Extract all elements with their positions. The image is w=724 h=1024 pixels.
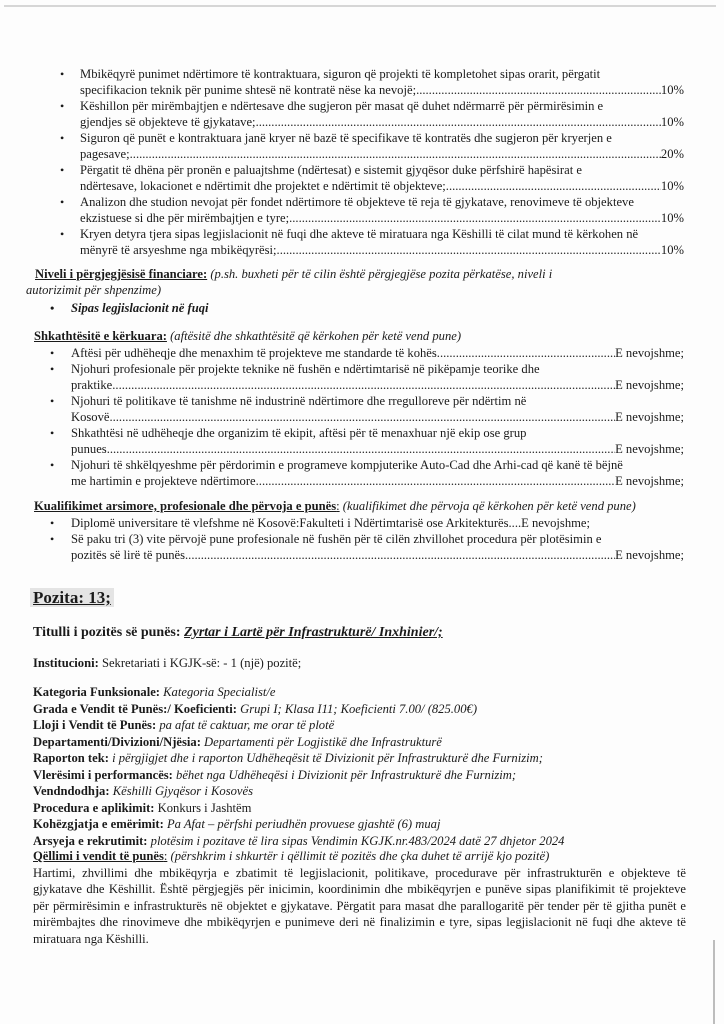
dot-leader [256, 114, 661, 130]
qualifications-colon: : [336, 499, 340, 513]
qualifications-heading-line [0, 498, 724, 514]
position-title: Pozita: 13; [30, 588, 114, 607]
item-leader-row [80, 82, 684, 98]
fields-list [0, 684, 724, 849]
item-leader-row [80, 178, 684, 194]
item-leader-row [71, 547, 684, 563]
dot-leader [112, 377, 615, 393]
item-text-end: pagesave; [80, 147, 130, 161]
purpose-heading: Qëllimi i vendit të punës [33, 849, 164, 863]
field-value: i përgjigjet dhe i raporton Udhëheqësit të Divizionit për Infrastrukturë dhe Furnizim; [112, 751, 543, 765]
list-item [0, 162, 724, 194]
position-field [0, 816, 724, 833]
list-item [0, 531, 724, 563]
item-text-end: punues [71, 442, 107, 456]
item-leader-row [80, 210, 684, 226]
field-value: Kategoria Specialist/e [163, 685, 276, 699]
dot-leader [130, 146, 661, 162]
institution-label: Institucioni: [33, 656, 99, 670]
field-label: Arsyeja e rekrutimit: [33, 833, 148, 848]
item-value: 10% [660, 211, 684, 225]
qualifications-heading: Kualifikimet arsimore, profesionale dhe përvoja e punës [34, 499, 337, 513]
item-leader-row [80, 114, 684, 130]
position-field [0, 767, 724, 784]
item-leader-row [71, 377, 684, 393]
item-value: 10% [660, 115, 684, 129]
field-label: Grada e Vendit të Punës:/ Koeficienti: [33, 701, 237, 716]
item-text: • Përgatit të dhëna për pronën e paluajtshme (ndërtesat) e sistemit gjyqësor duke përfshirë hapësirat e [80, 163, 582, 177]
skills-section [0, 345, 724, 489]
item-leader-row [71, 345, 684, 361]
institution-line [0, 655, 724, 672]
position-field [0, 734, 724, 751]
field-value: pa afat të caktuar, me orar të plotë [159, 718, 335, 732]
item-text-end: pozitës së lirë të punës [71, 548, 186, 562]
position-fields [0, 684, 724, 849]
item-value: E nevojshme; [615, 410, 684, 424]
item-text: • Shkathtësi në udhëheqje dhe organizim të ekipit, aftësi për të menaxhuar një ekip ose grup [71, 426, 527, 440]
item-leader-row [71, 473, 684, 489]
skills-list [0, 345, 724, 489]
scan-edge-right [713, 940, 715, 1024]
position-field [0, 750, 724, 767]
field-value: Departamenti për Logjistikë dhe Infrastrukturë [204, 734, 442, 749]
purpose-section [0, 848, 724, 947]
item-leader-row [71, 441, 684, 457]
position-header [0, 590, 724, 607]
dot-leader [256, 473, 615, 489]
item-value: 10% [660, 243, 684, 257]
field-label: Lloji i Vendit të Punës: [33, 718, 157, 732]
field-value: Konkurs i Jashtëm [157, 800, 252, 815]
qualifications-section [0, 515, 724, 563]
field-label: Kategoria Funksionale: [33, 685, 160, 699]
field-label: Vendndodhja: [33, 784, 110, 798]
list-item [0, 393, 724, 425]
field-label: Procedura e aplikimit: [33, 800, 155, 815]
item-leader-row [80, 146, 684, 162]
position-field [0, 701, 724, 718]
qualifications-note: (kualifikimet dhe përvoja që kërkohen për ketë vend pune) [342, 499, 636, 513]
list-item [0, 515, 724, 531]
item-value: 10% [660, 179, 684, 193]
financial-note: (p.sh. buxheti për të cilin është përgjegjëse pozita përkatëse, niveli i [210, 267, 553, 281]
position-field [0, 684, 724, 701]
field-label: Vlerësimi i performancës: [33, 767, 173, 782]
job-title-value: Zyrtar i Lartë për Infrastrukturë/ Inxhinier/; [184, 625, 443, 640]
list-item [0, 98, 724, 130]
dot-leader [416, 82, 661, 98]
financial-item-section [0, 300, 724, 316]
item-text: • Këshillon për mirëmbajtjen e ndërtesave dhe sugjeron për masat që duhet ndërmarrë për përmirësimin e [80, 99, 604, 113]
item-value: 20% [660, 147, 684, 161]
item-value: E nevojshme; [615, 474, 684, 488]
item-leader-row [80, 242, 684, 258]
item-text: • Analizon dhe studion nevojat për fondet ndërtimore të objekteve të reja të gjykatave, renovimeve të objekteve [80, 195, 634, 209]
position-field [0, 717, 724, 734]
item-text-end: me hartimin e projekteve ndërtimore [71, 474, 256, 488]
item-text-end: gjendjes së objekteve të gjykatave; [80, 115, 256, 129]
item-leader-row [71, 409, 684, 425]
item-value: E nevojshme; [615, 346, 684, 360]
dot-leader [109, 409, 615, 425]
list-item [0, 345, 724, 361]
institution-value: Sekretariati i KGJK-së: - 1 (një) pozitë; [101, 656, 302, 670]
financial-section [0, 266, 695, 298]
list-item [0, 361, 724, 393]
item-value: 10% [660, 83, 684, 97]
item-text-end: • Aftësi për udhëheqje dhe menaxhim të projekteve me standarde të kohës [71, 346, 437, 360]
skills-note: (aftësitë dhe shkathtësitë që kërkohen për ketë vend pune) [170, 329, 462, 343]
position-field [0, 783, 724, 800]
duties-section [0, 66, 724, 258]
list-item [0, 425, 724, 457]
skills-heading: Shkathtësitë e kërkuara: [34, 329, 167, 343]
item-text: • Së paku tri (3) vite përvojë pune profesionale në fushën për të cilën zhvillohet procedura për plotësimin e [71, 532, 602, 546]
item-text-end: ndërtesave, lokacionet e ndërtimit dhe projektet e ndërtimit të objekteve; [80, 179, 446, 193]
item-text: • Siguron që punët e kontraktuara janë kryer në bazë të specifikave të kontratës dhe sugjeron për kryerjen e [80, 131, 612, 145]
field-label: Raporton tek: [33, 751, 109, 765]
financial-heading: Niveli i përgjegjësisë financiare: [35, 267, 208, 281]
item-value: E nevojshme; [615, 442, 684, 456]
job-title-label: Titulli i pozitës së punës: [33, 625, 181, 640]
item-text: • Njohuri të politikave të tanishme në industrinë ndërtimore dhe rregulloreve për ndërtim në [71, 394, 527, 408]
list-item [0, 66, 724, 98]
item-text: • Kryen detyra tjera sipas legjislacionit në fuqi dhe akteve të miratuara nga Këshilli të cilat mund të kërkohen në [80, 227, 639, 241]
dot-leader [277, 242, 661, 258]
scan-edge-top [4, 5, 716, 7]
position-field [0, 833, 724, 850]
field-label: Kohëzgjatja e emërimit: [33, 817, 164, 831]
field-value: Këshilli Gjyqësor i Kosovës [112, 784, 253, 798]
field-value: plotësim i pozitave të lira sipas Vendimin KGJK.nr.483/2024 datë 27 dhjetor 2024 [150, 833, 565, 848]
list-item [0, 457, 724, 489]
item-value: E nevojshme; [615, 378, 684, 392]
item-value: E nevojshme; [615, 548, 684, 562]
item-text: • Njohuri të shkëlqyeshme për përdorimin e programeve kompjuterike Auto-Cad dhe Arhi-cad që kanë të bëjnë [71, 458, 623, 472]
item-text: • Diplomë universitare të vlefshme në Kosovë:Fakulteti i Ndërtimtarisë ose Arkitekturës....E nevojshme; [71, 516, 591, 530]
item-text-end: Kosovë [71, 410, 110, 424]
financial-note-cont: autorizimit për shpenzime) [26, 283, 162, 297]
item-text-end: ekzistuese si dhe për mirëmbajtjen e tyre; [80, 211, 290, 225]
skills-heading-line [0, 328, 724, 344]
list-item [0, 226, 724, 258]
qualifications-list [0, 515, 724, 563]
item-text: • Mbikëqyrë punimet ndërtimore të kontraktuara, siguron që projekti të kompletohet sipas orarit, përgatit [80, 67, 601, 81]
item-text-end: mënyrë të arsyeshme nga mbikëqyrësi; [80, 243, 277, 257]
field-value: Pa Afat – përfshi periudhën provuese gjashtë (6) muaj [166, 817, 441, 831]
field-value: bëhet nga Udhëheqësi i Divizionit për Infrastrukturë dhe Furnizim; [176, 767, 517, 782]
dot-leader [107, 441, 615, 457]
list-item [0, 194, 724, 226]
purpose-note: (përshkrim i shkurtër i qëllimit të pozitës dhe çka duhet të arrijë kjo pozitë) [170, 849, 550, 863]
dot-leader [437, 345, 615, 361]
job-title-line [0, 624, 724, 642]
duties-list [0, 66, 724, 258]
financial-item: • Sipas legjislacionit në fuqi [0, 300, 724, 316]
item-text-end: praktike [71, 378, 113, 392]
dot-leader [289, 210, 661, 226]
item-text-end: specifikacion teknik për punime shtesë në kontratë nëse ka nevojë; [80, 83, 417, 97]
position-field [0, 800, 724, 817]
purpose-colon: : [163, 849, 168, 863]
item-text: • Njohuri profesionale për projekte teknike në fushën e ndërtimtarisë në pikëpamje teorike dhe [71, 362, 540, 376]
dot-leader [185, 547, 615, 563]
financial-heading-line [35, 266, 695, 282]
list-item [0, 130, 724, 162]
purpose-text: Hartimi, zhvillimi dhe mbikëqyrja e zbatimit të legjislacionit, politikave, procedurave për infrastrukturën e objekteve të gjykatave dhe Këshillit. Është përgjegjës për inicimin, koordinimin dhe mbikëqyrjen e punëve sipas planifikimit të projekteve për përmirësimin e infrastrukturës në objektet e gjykatave. Përgatit para masat dhe parallogaritë për tender për të gjitha punët e mirëmbajtes dhe rinovimeve dhe mbikëqyrjen e punimeve deri në finalizimin e tyre, sipas legjislacionit në fuqi dhe akteve të miratuara nga Këshilli. [33, 865, 686, 946]
field-label: Departamenti/Divizioni/Njësia: [33, 734, 201, 749]
field-value: Grupi I; Klasa I11; Koeficienti 7.00/ (825.00€) [240, 701, 478, 716]
dot-leader [446, 178, 661, 194]
